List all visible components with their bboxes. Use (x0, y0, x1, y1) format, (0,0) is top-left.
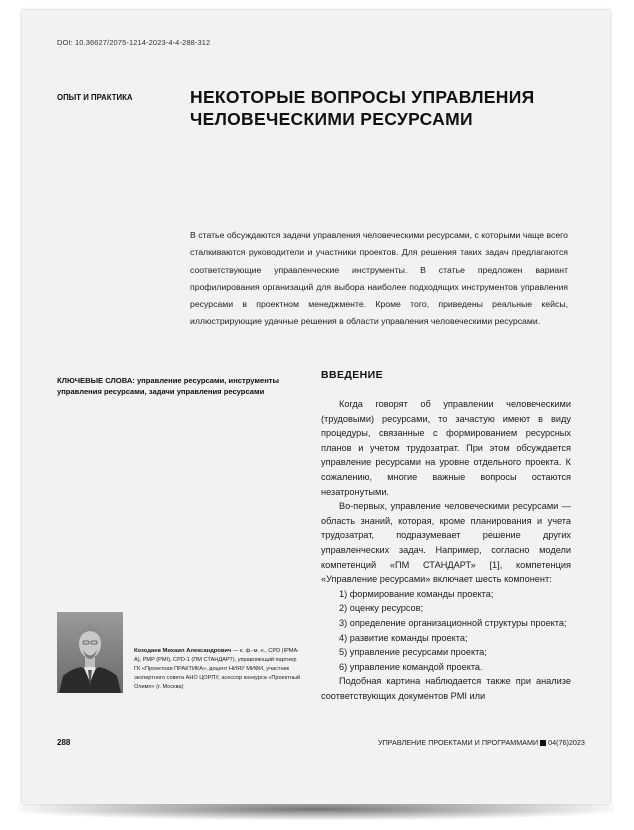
body-paragraph-2: Во-первых, управление человеческими ресурсами — область знаний, которая, кроме планирования и учета трудозатрат, подразумевает решение других управленческих задач. Например, согласно модели компетенций «ПМ СТАНДАРТ» [1], компетенция «Управление ресурсами» включает шесть компонент: (321, 501, 571, 585)
article-title: НЕКОТОРЫЕ ВОПРОСЫ УПРАВЛЕНИЯ ЧЕЛОВЕЧЕСКИМИ РЕСУРСАМИ (190, 87, 535, 129)
abstract (190, 227, 568, 331)
keywords-text: управление ресурсами, инструменты управления ресурсами, задачи управления ресурсами (57, 376, 280, 396)
issue-number: 04(76)2023 (548, 738, 585, 747)
doi-line: DOI: 10.36627/2075-1214-2023-4-4-288-312 (57, 38, 211, 47)
abstract-text: В статье обсуждаются задачи управления человеческими ресурсами, с которыми чаще всего сталкиваются руководители и участники проектов. Для решения таких задач предлагаются соответствующие управленческие инструменты. В статье предложен вариант профилирования организаций для выбора наиболее подходящих инструментов управления ресурсами в проектном менеджменте. Кроме того, приведены реальные кейсы, иллюстрирующие удачные решения в области управления человеческими ресурсами. (190, 230, 568, 327)
journal-name: УПРАВЛЕНИЕ ПРОЕКТАМИ И ПРОГРАММАМИ (378, 738, 539, 747)
author-info (134, 647, 304, 692)
section-rubric: ОПЫТ И ПРАКТИКА (57, 93, 133, 102)
list-item: 5) управление ресурсами проекта; (339, 647, 487, 658)
keywords (57, 376, 307, 397)
author-details: — к. ф.-м. н., CPD (IPMA-A), PMP (PMI), CPD-1 (ПМ СТАНДАРТ), управляющий партнер ГК «Проектная ПРАКТИКА», доцент НИЯУ МИФИ, участник экспертного совета АНО ЦОРПУ, асессор конкурса «Проектный Олимп» (г. Москва) (134, 648, 301, 690)
intro-heading: ВВЕДЕНИЕ (321, 369, 383, 381)
article-body (321, 397, 571, 703)
author-photo (57, 612, 123, 693)
list-item: 2) оценку ресурсов; (339, 603, 424, 614)
square-separator-icon (540, 740, 546, 746)
body-paragraph-3: Подобная картина наблюдается также при анализе соответствующих документов PMI или (321, 676, 571, 701)
body-paragraph-1: Когда говорят об управлении человеческими (трудовыми) ресурсами, то зачастую имеют в виду процедуры, связанные с формированием ресурсных планов и учетом трудозатрат. При этом обсуждается управление ресурсами на уровне отдельного проекта. К сожалению, многие важные вопросы остаются незатронутыми. (321, 399, 571, 497)
author-name: Козодаев Михаил Александрович (134, 648, 232, 654)
list-item: 4) развитие команды проекта; (339, 632, 468, 643)
page-number: 288 (57, 738, 71, 747)
keywords-label: КЛЮЧЕВЫЕ СЛОВА: (57, 376, 135, 385)
list-item: 1) формирование команды проекта; (339, 588, 494, 599)
list-item: 6) управление командой проекта. (339, 661, 483, 672)
list-item: 3) определение организационной структуры проекта; (339, 617, 567, 628)
running-footer (378, 738, 585, 747)
